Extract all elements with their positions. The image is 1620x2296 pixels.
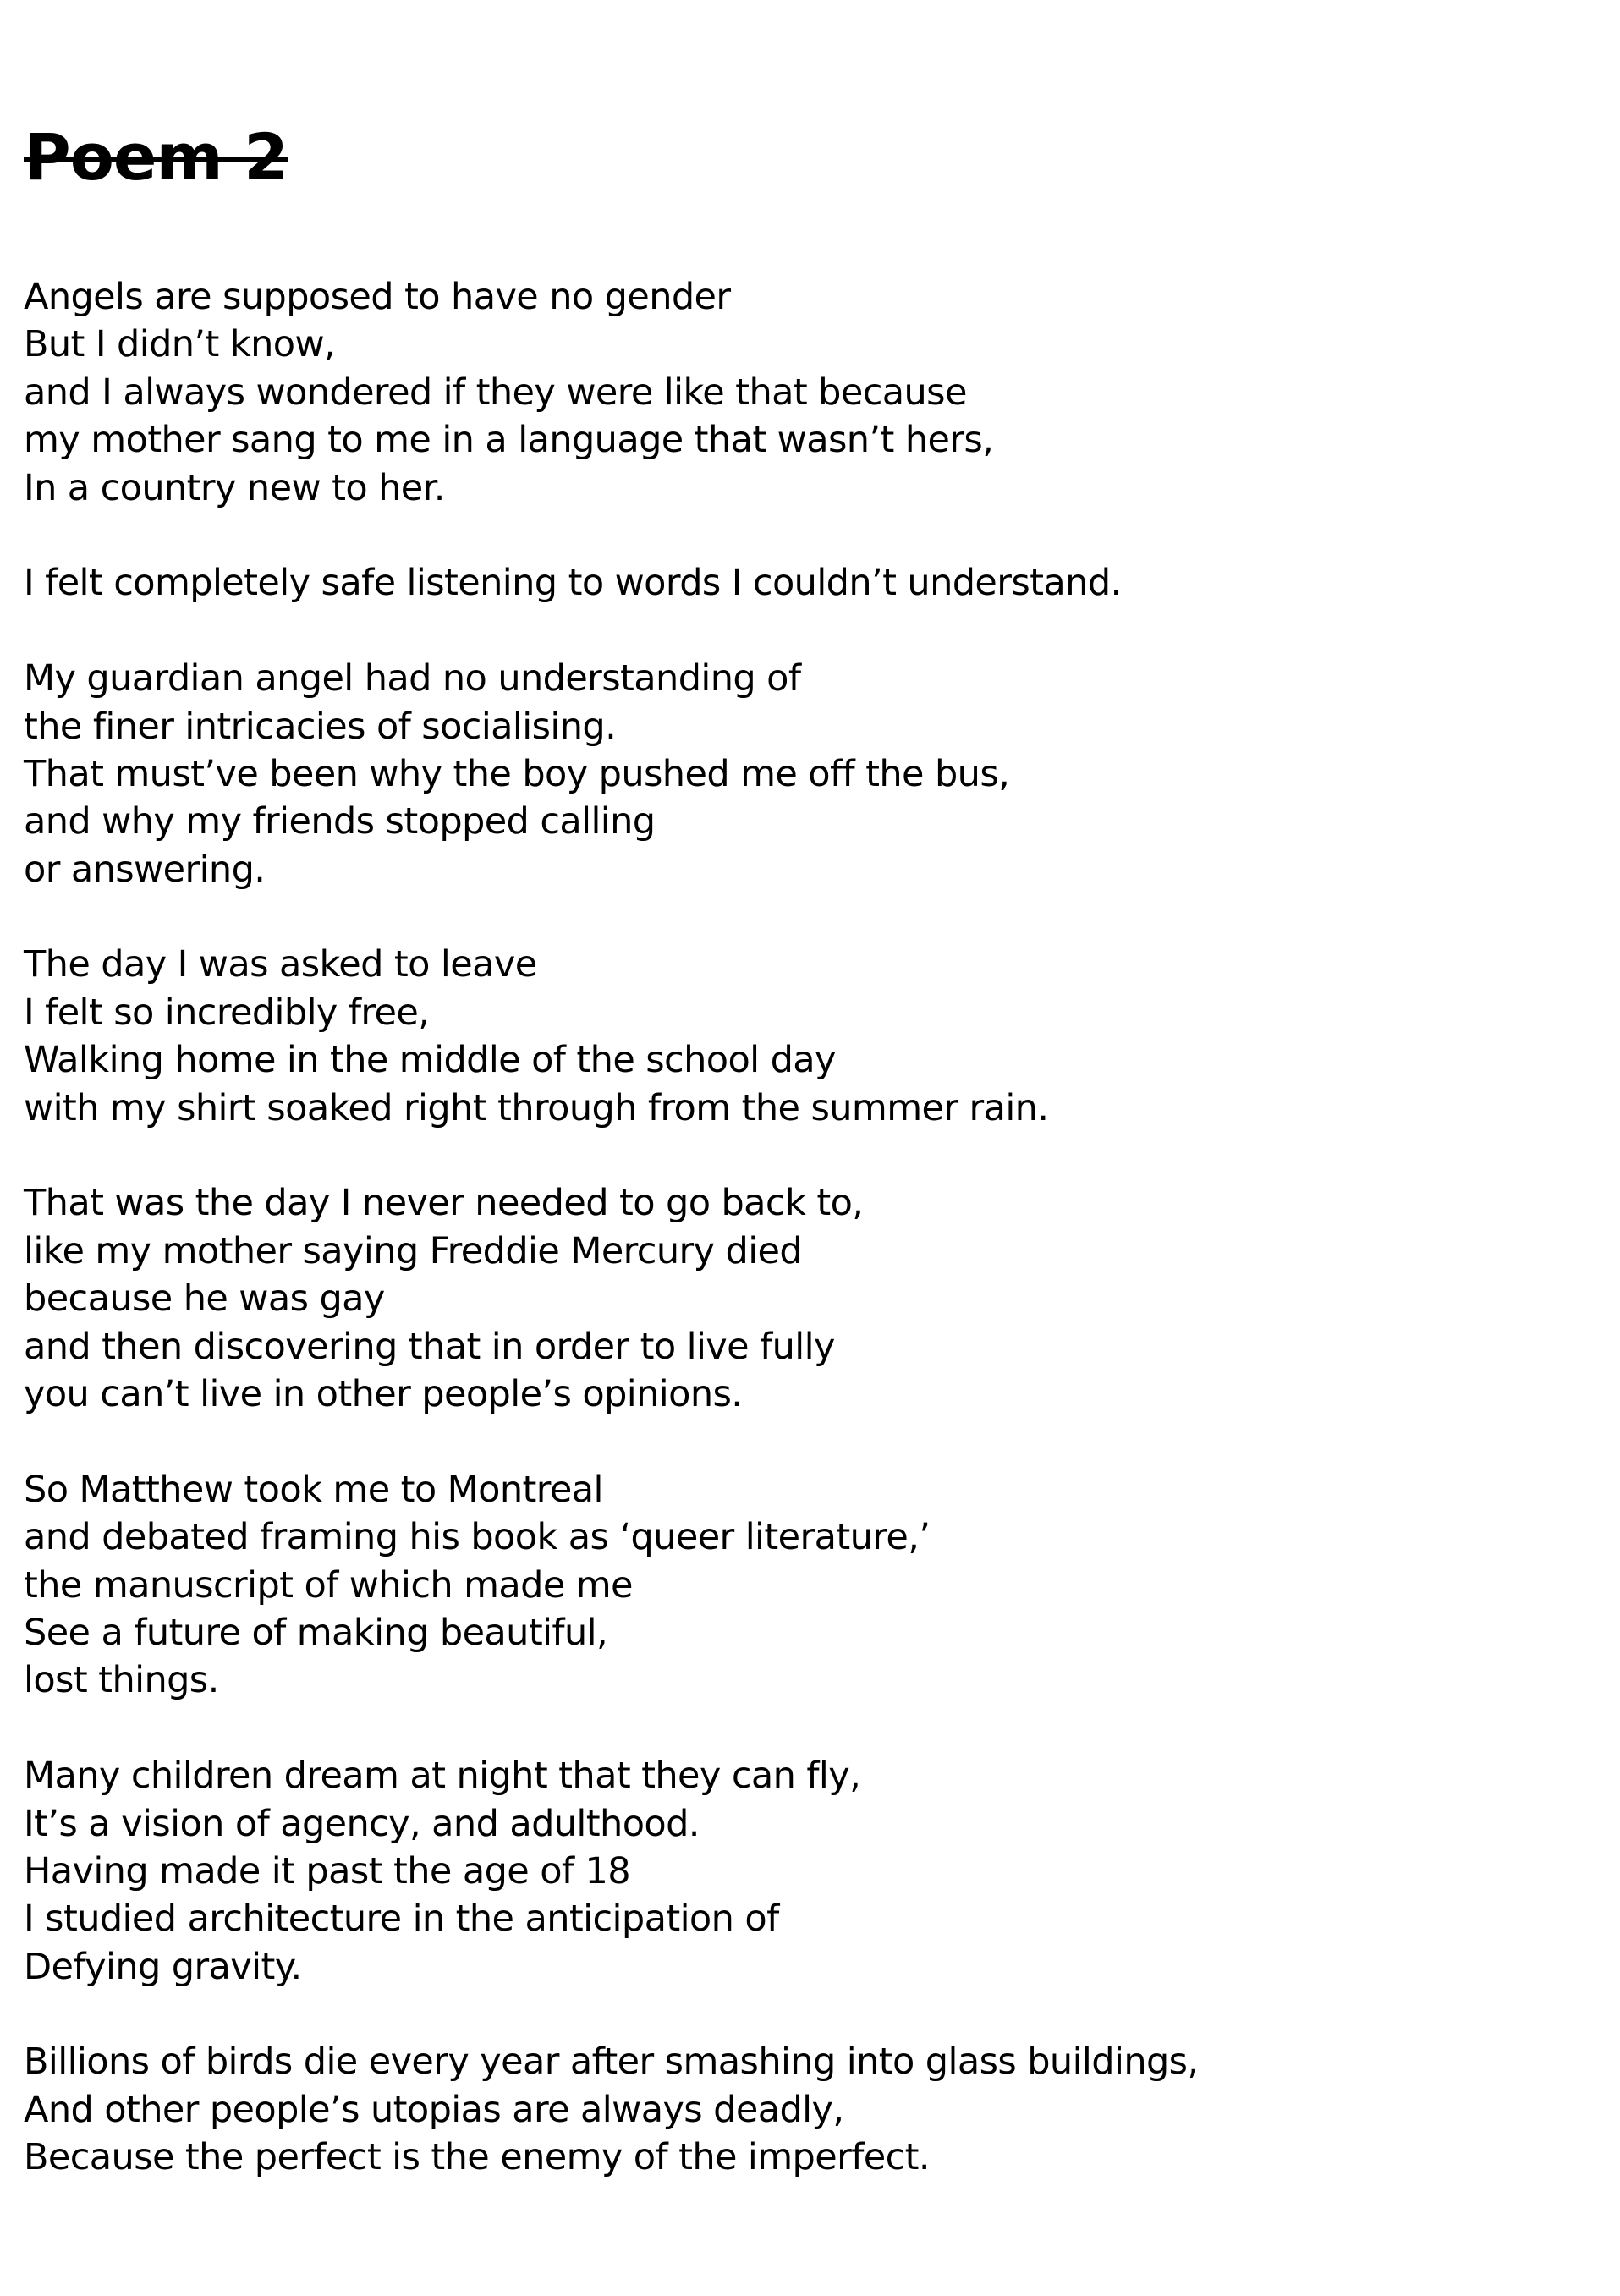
poem-line: and why my friends stopped calling: [24, 800, 656, 843]
poem-line: I felt completely safe listening to words I couldn’t understand.: [24, 562, 1122, 605]
poem-line: It’s a vision of agency, and adulthood.: [24, 1802, 700, 1845]
poem-line: because he was gay: [24, 1277, 385, 1321]
poem-line: like my mother saying Freddie Mercury died: [24, 1229, 803, 1272]
stanza: [24, 2038, 1597, 2181]
stanza: [24, 655, 1597, 893]
poem-line: In a country new to her.: [24, 466, 445, 509]
stanza: [24, 941, 1597, 1132]
poem-line: Defying gravity.: [24, 1945, 302, 1988]
stanza: [24, 1466, 1597, 1705]
stanza: [24, 273, 1597, 512]
poem-line: Because the perfect is the enemy of the imperfect.: [24, 2136, 930, 2179]
poem-line: Having made it past the age of 18: [24, 1849, 631, 1892]
poem-line: I felt so incredibly free,: [24, 991, 430, 1034]
poem-line: The day I was asked to leave: [24, 943, 537, 986]
poem-line: my mother sang to me in a language that wasn’t hers,: [24, 419, 994, 462]
poem-line: Billions of birds die every year after smashing into glass buildings,: [24, 2041, 1199, 2084]
poem-line: But I didn’t know,: [24, 323, 336, 366]
poem-line: the finer intricacies of socialising.: [24, 705, 617, 748]
poem-line: Angels are supposed to have no gender: [24, 276, 731, 318]
stanza: [24, 1752, 1597, 1991]
poem-line: and debated framing his book as ‘queer literature,’: [24, 1516, 931, 1559]
poem-line: And other people’s utopias are always deadly,: [24, 2088, 844, 2131]
poem-line: So Matthew took me to Montreal: [24, 1468, 603, 1511]
poem-line: the manuscript of which made me: [24, 1563, 633, 1607]
poem-line: or answering.: [24, 848, 266, 891]
poem-line: with my shirt soaked right through from the summer rain.: [24, 1086, 1049, 1129]
page-title: Poem 2: [24, 119, 288, 195]
poem-line: and then discovering that in order to live fully: [24, 1325, 835, 1368]
poem-line: See a future of making beautiful,: [24, 1611, 608, 1654]
poem-line: My guardian angel had no understanding of: [24, 657, 801, 700]
poem-body: [24, 273, 1597, 2229]
poem-line: That was the day I never needed to go back to,: [24, 1182, 864, 1225]
poem-line: lost things.: [24, 1659, 219, 1702]
poem-line: Walking home in the middle of the school day: [24, 1039, 836, 1082]
poem-line: Many children dream at night that they can fly,: [24, 1755, 861, 1798]
poem-line: I studied architecture in the anticipation of: [24, 1898, 779, 1941]
stanza: [24, 559, 1597, 607]
poem-line: That must’ve been why the boy pushed me off the bus,: [24, 752, 1010, 795]
poem-line: and I always wondered if they were like that because: [24, 371, 967, 414]
stanza: [24, 1179, 1597, 1418]
poem-line: you can’t live in other people’s opinions.: [24, 1372, 743, 1415]
